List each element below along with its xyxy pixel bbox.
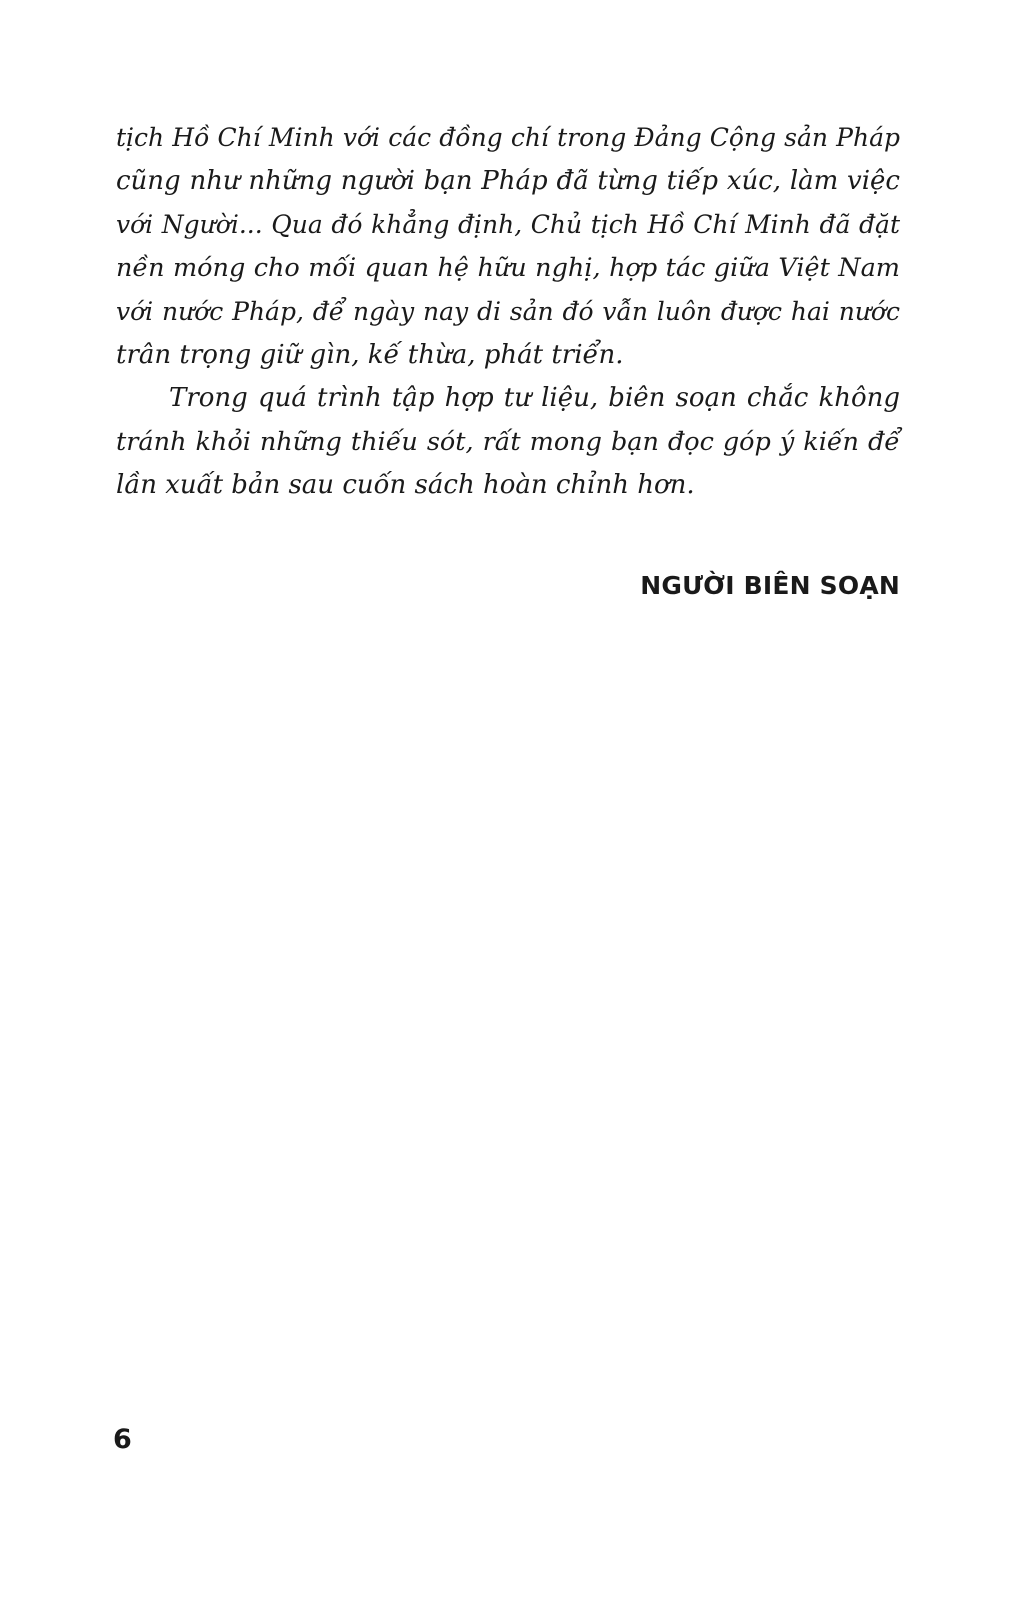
text-line: trân trọng giữ gìn, kế thừa, phát triển. (116, 339, 624, 370)
text-line: Trong quá trình tập hợp tư liệu, biên soạn chắc không (169, 383, 900, 413)
text-line: với Người... Qua đó khẳng định, Chủ tịch Hồ Chí Minh đã đặt (116, 210, 900, 239)
paragraph-2 (116, 377, 900, 508)
page-number: 6 (113, 1424, 132, 1455)
text-line: cũng như những người bạn Pháp đã từng tiếp xúc, làm việc (116, 165, 900, 196)
text-line: với nước Pháp, để ngày nay di sản đó vẫn luôn được hai nước (116, 297, 900, 326)
paragraph-1 (116, 116, 900, 377)
body-text (116, 116, 900, 508)
text-line: tịch Hồ Chí Minh với các đồng chí trong Đảng Cộng sản Pháp (116, 123, 900, 152)
text-line: tránh khỏi những thiếu sót, rất mong bạn đọc góp ý kiến để (116, 426, 900, 457)
author-signature: NGƯỜI BIÊN SOẠN (640, 571, 900, 600)
text-line: lần xuất bản sau cuốn sách hoàn chỉnh hơn. (116, 470, 695, 500)
text-line: nền móng cho mối quan hệ hữu nghị, hợp tác giữa Việt Nam (116, 252, 900, 283)
